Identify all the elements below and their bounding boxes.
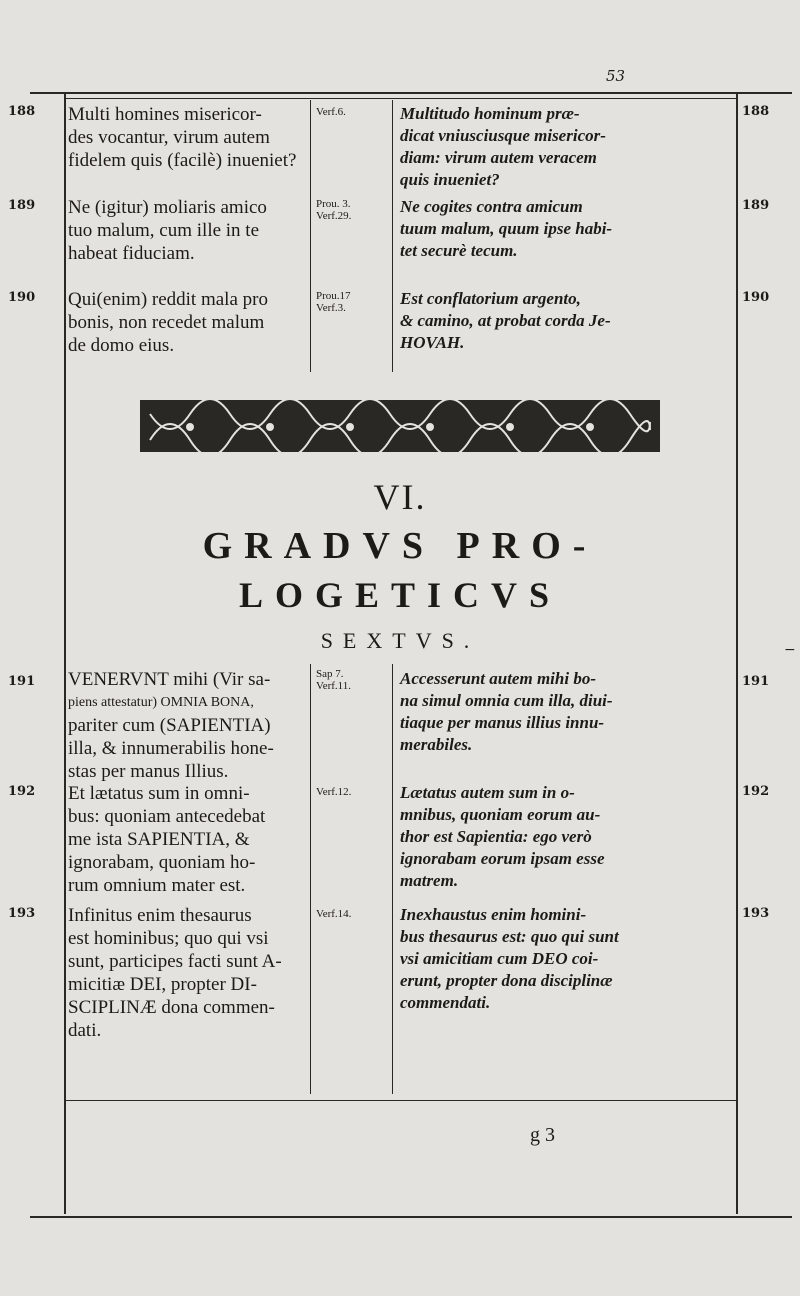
latin-text bbox=[68, 288, 308, 357]
text-line: Multi homines misericor- bbox=[68, 104, 262, 125]
section-number: VI. bbox=[373, 477, 427, 517]
text-line: sunt, participes facti sunt A- bbox=[68, 951, 282, 972]
ref-line: Verf.29. bbox=[316, 210, 352, 222]
ref-line: Prou. 3. bbox=[316, 198, 351, 210]
text-line: commendati. bbox=[400, 993, 491, 1012]
latin-text bbox=[68, 196, 308, 265]
verse-number-left: 190 bbox=[8, 290, 36, 305]
ref-line: Sap 7. bbox=[316, 668, 344, 680]
text-line: ignorabam eorum ipsam esse bbox=[400, 849, 605, 868]
text-line: Lætatus autem sum in o- bbox=[400, 783, 575, 802]
ref-line: Verf.11. bbox=[316, 680, 352, 692]
text-line: vsi amicitiam cum DEO coi- bbox=[400, 949, 599, 968]
ref-rule-right-bottom bbox=[392, 664, 393, 1094]
text-line: HOVAH. bbox=[400, 333, 465, 352]
vulgate-text bbox=[400, 288, 730, 354]
verse-number-left: 193 bbox=[8, 906, 36, 921]
header-rule bbox=[64, 98, 736, 99]
text-line: dati. bbox=[68, 1020, 102, 1041]
text-line: Ne cogites contra amicum bbox=[400, 197, 583, 216]
page-number: 53 bbox=[606, 67, 626, 85]
text-line: fidelem quis (facilè) inueniet? bbox=[68, 150, 297, 171]
text-line: bonis, non recedet malum bbox=[68, 312, 265, 333]
text-line: tuo malum, cum ille in te bbox=[68, 220, 260, 241]
verse-number-right: 190 bbox=[742, 290, 770, 305]
verse-number-left: 188 bbox=[8, 104, 36, 119]
text-line: SCIPLINÆ dona commen- bbox=[68, 997, 275, 1018]
ref-rule-left-bottom bbox=[310, 664, 311, 1094]
text-line: mnibus, quoniam eorum au- bbox=[400, 805, 601, 824]
text-line: Qui(enim) reddit mala pro bbox=[68, 289, 268, 310]
verse-number-right: 192 bbox=[742, 784, 770, 799]
text-line: VENERVNT mihi (Vir sa- bbox=[68, 669, 271, 690]
latin-text bbox=[68, 782, 308, 897]
scripture-reference: Verf.12. bbox=[316, 786, 352, 798]
text-line: bus thesaurus est: quo qui sunt bbox=[400, 927, 619, 946]
text-line: pariter cum (SAPIENTIA) bbox=[68, 715, 271, 736]
text-line: illa, & innumerabilis hone- bbox=[68, 738, 274, 759]
text-line: est hominibus; quo qui vsi bbox=[68, 928, 269, 949]
section-title-line1: GRADVS PRO- bbox=[202, 525, 598, 567]
text-line: me ista SAPIENTIA, & bbox=[68, 829, 250, 850]
text-line: bus: quoniam antecedebat bbox=[68, 806, 266, 827]
text-line: quis inueniet? bbox=[400, 170, 500, 189]
verse-number-left: 189 bbox=[8, 198, 36, 213]
text-line: Ne (igitur) moliaris amico bbox=[68, 197, 267, 218]
margin-dash-icon: − bbox=[784, 642, 796, 658]
verse-number-left: 192 bbox=[8, 784, 36, 799]
verse-number-right: 193 bbox=[742, 906, 770, 921]
vulgate-text bbox=[400, 103, 730, 191]
scripture-reference bbox=[316, 198, 386, 222]
text-line: Est conflatorium argento, bbox=[400, 289, 581, 308]
ref-line: Verf.3. bbox=[316, 302, 346, 314]
text-line: rum omnium mater est. bbox=[68, 875, 246, 896]
latin-text bbox=[68, 904, 308, 1042]
text-line: erunt, propter dona disciplinæ bbox=[400, 971, 613, 990]
text-line: matrem. bbox=[400, 871, 459, 890]
text-line: micitiæ DEI, propter DI- bbox=[68, 974, 257, 995]
text-line: des vocantur, virum autem bbox=[68, 127, 270, 148]
vulgate-text bbox=[400, 196, 730, 262]
signature-mark: g 3 bbox=[530, 1124, 555, 1146]
verse-number-left: 191 bbox=[8, 674, 36, 689]
text-line: Accesserunt autem mihi bo- bbox=[400, 669, 596, 688]
footer-rule bbox=[64, 1100, 736, 1101]
text-line: Et lætatus sum in omni- bbox=[68, 783, 250, 804]
text-line: tet securè tecum. bbox=[400, 241, 518, 260]
text-line: habeat fiduciam. bbox=[68, 243, 195, 264]
verse-number-right: 191 bbox=[742, 674, 770, 689]
text-line: piens attestatur) OMNIA BONA, bbox=[68, 695, 254, 710]
verse-number-right: 189 bbox=[742, 198, 770, 213]
ref-line: Prou.17 bbox=[316, 290, 351, 302]
text-line: & camino, at probat corda Je- bbox=[400, 311, 611, 330]
text-line: tuum malum, quum ipse habi- bbox=[400, 219, 613, 238]
ref-rule-right-top bbox=[392, 100, 393, 372]
text-line: stas per manus Illius. bbox=[68, 761, 229, 782]
verse-number-right: 188 bbox=[742, 104, 770, 119]
scripture-reference bbox=[316, 290, 386, 314]
vulgate-text bbox=[400, 668, 730, 756]
text-line: diam: virum autem veracem bbox=[400, 148, 597, 167]
text-line: Multitudo hominum præ- bbox=[400, 104, 580, 123]
text-line: dicat vniusciusque misericor- bbox=[400, 126, 606, 145]
text-line: merabiles. bbox=[400, 735, 473, 754]
scripture-reference bbox=[316, 668, 386, 692]
text-line: Inexhaustus enim homini- bbox=[400, 905, 587, 924]
text-line: ignorabam, quoniam ho- bbox=[68, 852, 256, 873]
section-title-line2: LOGETICVS bbox=[238, 575, 562, 615]
text-line: de domo eius. bbox=[68, 335, 175, 356]
ornamental-band-icon bbox=[140, 400, 660, 452]
scripture-reference: Verf.6. bbox=[316, 106, 346, 118]
latin-text bbox=[68, 103, 308, 172]
section-title-line3: SEXTVS. bbox=[320, 628, 480, 653]
text-line: tiaque per manus illius innu- bbox=[400, 713, 605, 732]
scripture-reference: Verf.14. bbox=[316, 908, 352, 920]
text-line: Infinitus enim thesaurus bbox=[68, 905, 252, 926]
ref-rule-left-top bbox=[310, 100, 311, 372]
text-line: thor est Sapientia: ego verò bbox=[400, 827, 592, 846]
vulgate-text bbox=[400, 782, 730, 892]
latin-text bbox=[68, 668, 308, 783]
vulgate-text bbox=[400, 904, 730, 1014]
text-line: na simul omnia cum illa, diui- bbox=[400, 691, 613, 710]
